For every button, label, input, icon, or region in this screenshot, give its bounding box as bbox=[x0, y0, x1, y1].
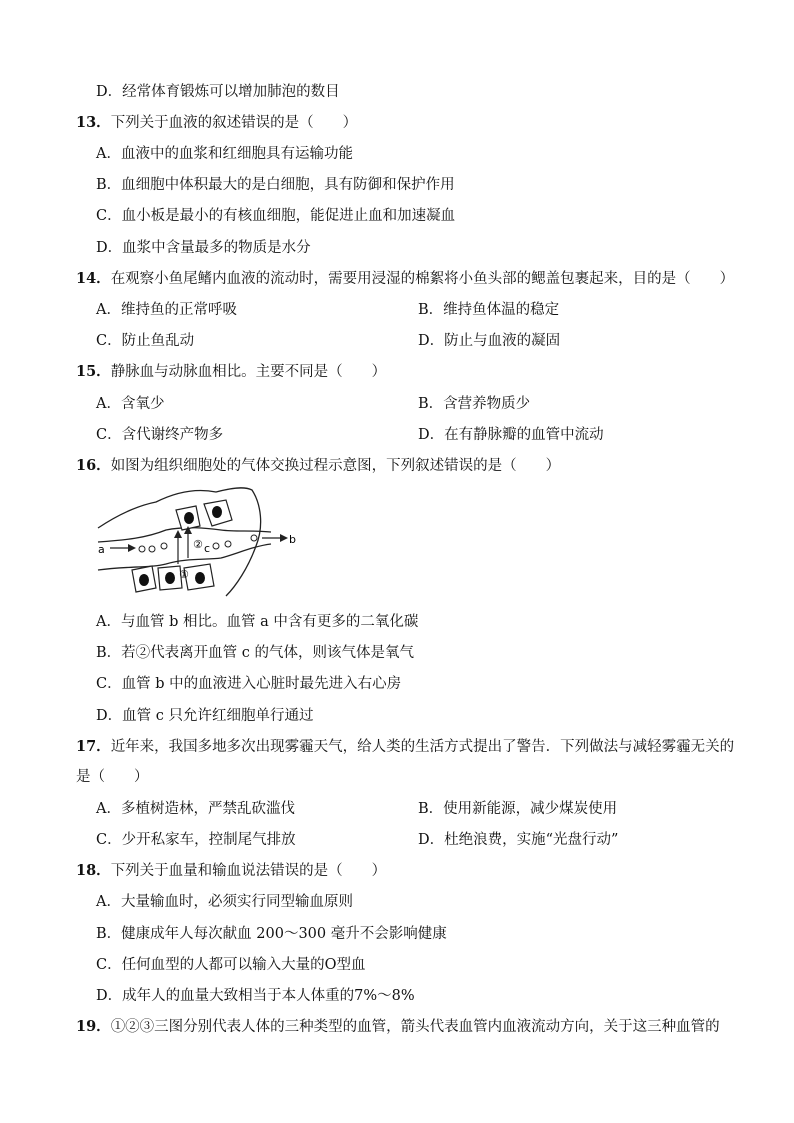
question-19-number: 19． bbox=[76, 1018, 111, 1035]
question-16-stem: 如图为组织细胞处的气体交换过程示意图，下列叙述错误的是（ ） bbox=[110, 458, 561, 474]
option-16-c: C．血管 b 中的血液进入心脏时最先进入右心房 bbox=[96, 676, 402, 692]
question-17-number: 17． bbox=[76, 738, 111, 755]
option-14-b: B．维持鱼体温的稳定 bbox=[418, 302, 560, 318]
label-b: b bbox=[289, 533, 296, 546]
option-16-d: D．血管 c 只允许红细胞单行通过 bbox=[96, 708, 314, 724]
question-15 bbox=[76, 362, 386, 382]
option-18-d: D．成年人的血量大致相当于本人体重的7%～8% bbox=[96, 988, 415, 1004]
option-13-d: D．血浆中含量最多的物质是水分 bbox=[96, 240, 311, 256]
option-16-a: A．与血管 b 相比。血管 a 中含有更多的二氧化碳 bbox=[96, 614, 419, 630]
question-13-number: 13． bbox=[76, 114, 111, 131]
question-13-stem: 下列关于血液的叙述错误的是（ ） bbox=[110, 115, 358, 131]
option-18-a: A．大量输血时，必须实行同型输血原则 bbox=[96, 894, 353, 910]
option-12-d: D．经常体育锻炼可以增加肺泡的数目 bbox=[96, 84, 340, 100]
question-15-stem: 静脉血与动脉血相比。主要不同是（ ） bbox=[110, 364, 387, 380]
label-a: a bbox=[98, 543, 105, 556]
option-13-c: C．血小板是最小的有核血细胞，能促进止血和加速凝血 bbox=[96, 208, 456, 224]
question-17-stem: 近年来，我国多地多次出现雾霾天气，给人类的生活方式提出了警告．下列做法与减轻雾霾无关的 bbox=[110, 739, 735, 755]
question-19 bbox=[76, 1017, 720, 1037]
option-18-b: B．健康成年人每次献血 200～300 毫升不会影响健康 bbox=[96, 926, 447, 942]
option-17-a: A．多植树造林，严禁乱砍滥伐 bbox=[96, 801, 295, 817]
option-15-a: A．含氧少 bbox=[96, 396, 165, 412]
label-one: ① bbox=[179, 568, 189, 581]
label-c: c bbox=[204, 542, 211, 555]
question-16 bbox=[76, 456, 560, 476]
option-17-c: C．少开私家车，控制尾气排放 bbox=[96, 832, 296, 848]
question-18-stem: 下列关于血量和输血说法错误的是（ ） bbox=[110, 863, 387, 879]
option-15-d: D．在有静脉瓣的血管中流动 bbox=[418, 427, 604, 443]
option-16-b: B．若②代表离开血管 c 的气体，则该气体是氧气 bbox=[96, 645, 414, 661]
question-14-stem: 在观察小鱼尾鳍内血液的流动时，需要用浸湿的棉絮将小鱼头部的鳃盖包裹起来，目的是（ ） bbox=[110, 271, 735, 287]
option-15-b: B．含营养物质少 bbox=[418, 396, 531, 412]
option-13-b: B．血细胞中体积最大的是白细胞，具有防御和保护作用 bbox=[96, 177, 455, 193]
option-13-a: A．血液中的血浆和红细胞具有运输功能 bbox=[96, 146, 353, 162]
question-17 bbox=[76, 737, 734, 757]
question-13 bbox=[76, 113, 357, 133]
question-15-number: 15． bbox=[76, 363, 111, 380]
option-14-c: C．防止鱼乱动 bbox=[96, 333, 195, 349]
option-17-d: D．杜绝浪费，实施“光盘行动” bbox=[418, 832, 619, 848]
question-14-number: 14． bbox=[76, 270, 111, 287]
option-14-a: A．维持鱼的正常呼吸 bbox=[96, 302, 237, 318]
option-18-c: C．任何血型的人都可以输入大量的O型血 bbox=[96, 957, 366, 973]
question-14 bbox=[76, 269, 734, 289]
question-18 bbox=[76, 861, 386, 881]
option-17-b: B．使用新能源，减少煤炭使用 bbox=[418, 801, 618, 817]
option-14-d: D．防止与血液的凝固 bbox=[418, 333, 561, 349]
question-19-stem: ①②③三图分别代表人体的三种类型的血管，箭头代表血管内血液流动方向，关于这三种血管的 bbox=[110, 1019, 720, 1035]
option-15-c: C．含代谢终产物多 bbox=[96, 427, 224, 443]
label-two: ② bbox=[193, 538, 203, 551]
question-17-stem-cont: 是（ ） bbox=[76, 769, 149, 785]
question-16-number: 16． bbox=[76, 457, 111, 474]
question-18-number: 18． bbox=[76, 862, 111, 879]
gas-exchange-diagram bbox=[96, 486, 306, 600]
